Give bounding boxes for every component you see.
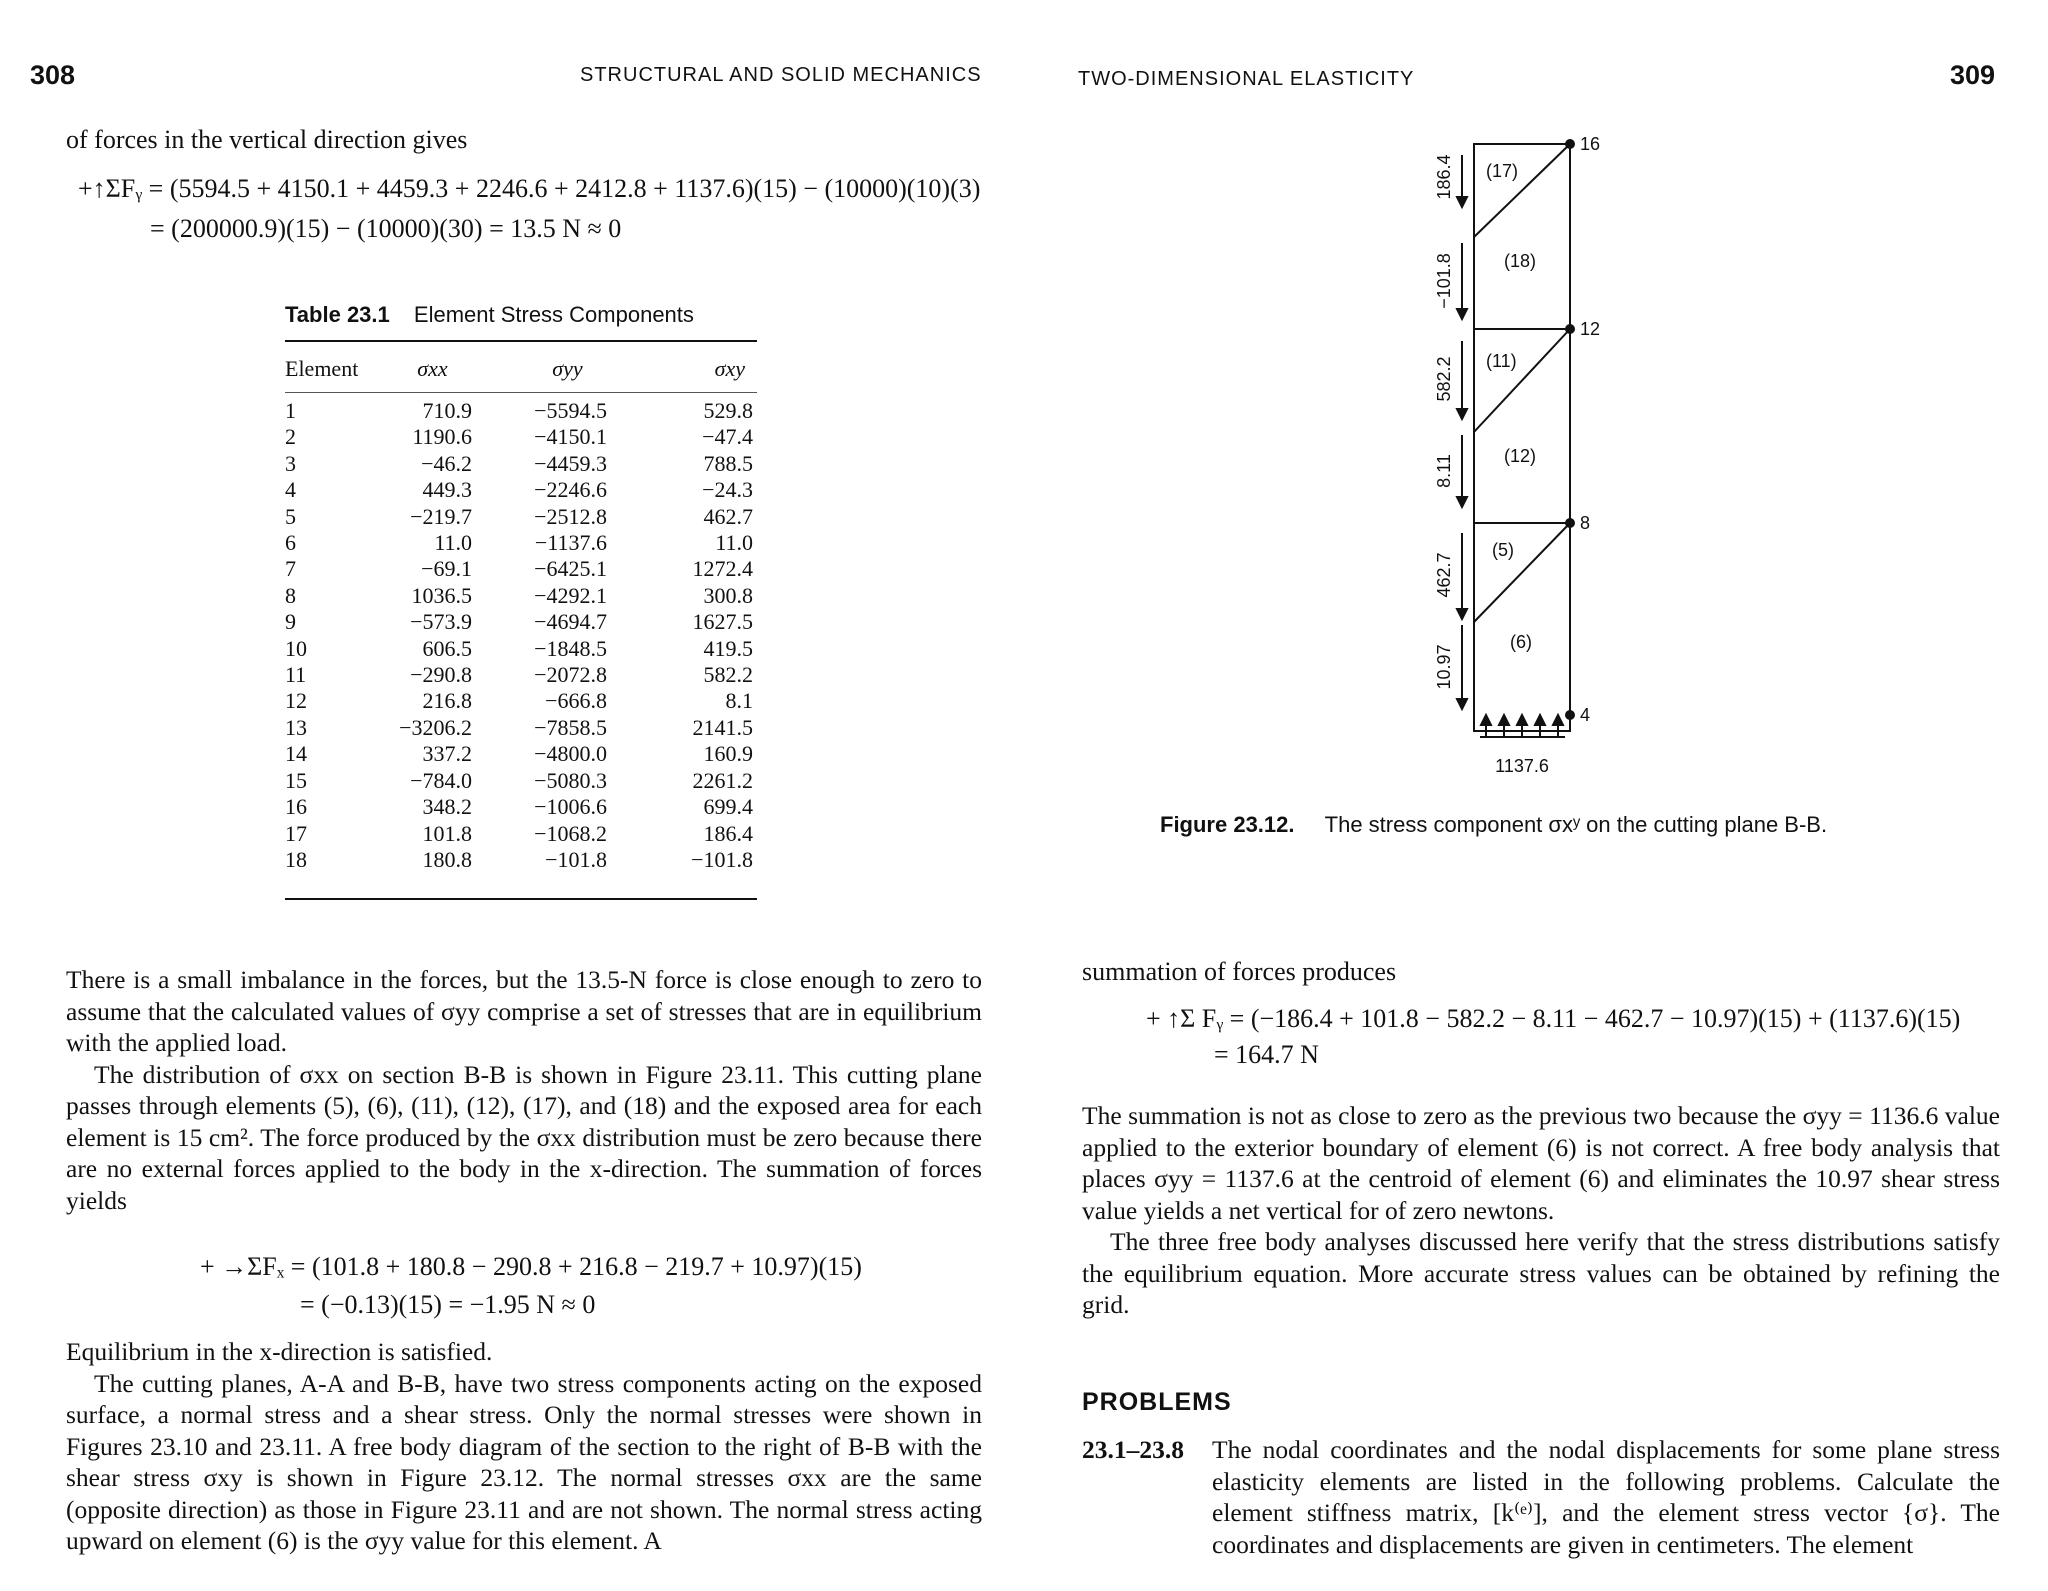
table-row bbox=[285, 821, 757, 847]
cell-sigma-xx: −3206.2 bbox=[399, 714, 472, 740]
bottom-load-value: 1137.6 bbox=[1495, 756, 1549, 776]
shear-arrow-2 bbox=[1457, 309, 1467, 319]
cell-sigma-xx: 11.0 bbox=[434, 530, 472, 556]
cell-sigma-xy: 2261.2 bbox=[692, 767, 753, 793]
cell-sigma-xx: −573.9 bbox=[410, 609, 472, 635]
cell-element: 10 bbox=[285, 635, 307, 661]
cell-sigma-xx: 710.9 bbox=[422, 398, 472, 423]
shear-value-1: 186.4 bbox=[1434, 154, 1454, 200]
table-row bbox=[285, 768, 757, 794]
left-eq-vertical-line2: = (200000.9)(15) − (10000)(30) = 13.5 N ≈ 0 bbox=[150, 214, 622, 243]
cell-element: 4 bbox=[285, 477, 296, 503]
cell-element: 5 bbox=[285, 503, 296, 529]
header-element: Element bbox=[285, 356, 359, 381]
left-page-number: 308 bbox=[30, 60, 76, 90]
table-row bbox=[285, 504, 757, 530]
shear-arrow-3 bbox=[1457, 409, 1467, 419]
shear-arrow-1 bbox=[1457, 197, 1467, 207]
figure-caption-text: The stress component σxʸ on the cutting plane B-B. bbox=[1324, 812, 1828, 837]
cell-element: 8 bbox=[285, 582, 296, 608]
header-sigma-xy: σxy bbox=[714, 355, 745, 381]
shear-value-2: −101.8 bbox=[1434, 253, 1454, 309]
cell-sigma-xx: 348.2 bbox=[422, 794, 472, 820]
shear-value-3: 582.2 bbox=[1434, 356, 1454, 402]
right-para-1: The summation is not as close to zero as the previous two because the σyy = 1136.6 value applied to the exterior boundary of element (6) is not correct. A free body analysis that places σyy = 1137.6 at the centroid of element (6) and eliminates the 10.97 shear stress value yields a net vertical for of zero newtons. bbox=[1082, 1101, 2000, 1225]
element-label-17: (17) bbox=[1486, 161, 1519, 181]
cell-sigma-xy: 2141.5 bbox=[692, 714, 753, 740]
cell-sigma-yy: −101.8 bbox=[545, 846, 607, 872]
header-sigma-xx: σxx bbox=[417, 355, 448, 381]
table-row bbox=[285, 451, 757, 477]
right-eq-vertical-line2: = 164.7 N bbox=[1214, 1040, 1319, 1069]
cell-sigma-yy: −7858.5 bbox=[534, 714, 607, 740]
left-eq-horizontal-line2: = (−0.13)(15) = −1.95 N ≈ 0 bbox=[300, 1290, 596, 1319]
cell-element: 18 bbox=[285, 846, 307, 872]
cell-sigma-yy: −2246.6 bbox=[534, 477, 607, 503]
cell-sigma-xy: 699.4 bbox=[703, 794, 753, 820]
cell-sigma-yy: −666.8 bbox=[545, 688, 607, 714]
diagonal-17-18 bbox=[1474, 144, 1570, 237]
left-eq-horizontal-line1: + →ΣFₓ = (101.8 + 180.8 − 290.8 + 216.8 − 219.7 + 10.97)(15) bbox=[200, 1252, 862, 1281]
cell-sigma-xx: −219.7 bbox=[410, 503, 472, 529]
diagonal-5-6 bbox=[1474, 523, 1570, 622]
cell-sigma-yy: −1848.5 bbox=[534, 635, 607, 661]
table-row bbox=[285, 794, 757, 820]
cell-sigma-xy: 8.1 bbox=[725, 688, 753, 714]
right-body-text bbox=[1082, 1100, 2000, 1321]
cell-sigma-xy: 186.4 bbox=[703, 820, 753, 846]
cell-sigma-xy: 300.8 bbox=[703, 582, 753, 608]
node-label-8: 8 bbox=[1580, 513, 1591, 533]
cell-element: 17 bbox=[285, 820, 307, 846]
cell-sigma-yy: −1068.2 bbox=[534, 820, 607, 846]
node-dot-16 bbox=[1565, 139, 1575, 149]
left-intro-text: of forces in the vertical direction gives bbox=[66, 125, 468, 154]
node-label-16: 16 bbox=[1580, 134, 1601, 154]
bottom-arrow-5 bbox=[1553, 715, 1563, 725]
cell-sigma-yy: −4292.1 bbox=[534, 582, 607, 608]
diagonal-11-12 bbox=[1474, 329, 1570, 432]
table-bottom-rule bbox=[285, 898, 757, 900]
cell-element: 7 bbox=[285, 556, 296, 582]
table-top-rule bbox=[285, 340, 757, 342]
cell-sigma-yy: −4694.7 bbox=[534, 609, 607, 635]
shear-arrow-5 bbox=[1457, 609, 1467, 619]
bottom-arrow-4 bbox=[1535, 715, 1545, 725]
table-row bbox=[285, 583, 757, 609]
table-caption bbox=[285, 302, 694, 328]
element-label-6: (6) bbox=[1510, 632, 1532, 652]
cell-sigma-xx: 1036.5 bbox=[411, 582, 472, 608]
cell-element: 9 bbox=[285, 609, 296, 635]
cell-sigma-yy: −4800.0 bbox=[534, 741, 607, 767]
cell-sigma-yy: −2072.8 bbox=[534, 662, 607, 688]
table-row bbox=[285, 424, 757, 450]
table-row bbox=[285, 662, 757, 688]
shear-arrow-6 bbox=[1457, 699, 1467, 709]
cell-sigma-xx: 1190.6 bbox=[412, 424, 472, 450]
table-header-row bbox=[285, 352, 757, 386]
table-row bbox=[285, 715, 757, 741]
node-dot-12 bbox=[1565, 324, 1575, 334]
table-row bbox=[285, 688, 757, 714]
left-body-text-2 bbox=[66, 1336, 982, 1557]
cell-sigma-xy: 529.8 bbox=[703, 398, 753, 423]
cell-sigma-yy: −4459.3 bbox=[534, 450, 607, 476]
element-label-11: (11) bbox=[1486, 351, 1517, 371]
figure-caption bbox=[1160, 812, 1827, 838]
problem-block bbox=[1082, 1434, 2000, 1560]
element-label-12: (12) bbox=[1504, 446, 1537, 466]
figure-caption-label: Figure 23.12. bbox=[1160, 812, 1295, 837]
cell-sigma-yy: −5594.5 bbox=[534, 398, 607, 423]
shear-value-5: 462.7 bbox=[1434, 552, 1454, 598]
cell-sigma-xx: 449.3 bbox=[422, 477, 472, 503]
right-running-head: TWO-DIMENSIONAL ELASTICITY bbox=[1078, 68, 1415, 90]
cell-sigma-xy: 582.2 bbox=[703, 662, 753, 688]
cell-sigma-xx: −784.0 bbox=[410, 767, 472, 793]
cell-element: 3 bbox=[285, 450, 296, 476]
node-dot-4 bbox=[1565, 710, 1575, 720]
cell-element: 11 bbox=[285, 662, 307, 688]
left-eq-vertical-line1: +↑ΣFᵧ = (5594.5 + 4150.1 + 4459.3 + 2246.6 + 2412.8 + 1137.6)(15) − (10000)(10)(3) bbox=[78, 174, 981, 203]
cell-sigma-xx: −69.1 bbox=[421, 556, 472, 582]
node-label-12: 12 bbox=[1580, 319, 1601, 339]
left-para-1: There is a small imbalance in the forces, but the 13.5-N force is close enough to zero to assume that the calculated values of σyy comprise a set of stresses that are in equilibrium with the applied load. bbox=[66, 965, 982, 1057]
table-row bbox=[285, 741, 757, 767]
cell-sigma-yy: −1137.6 bbox=[534, 530, 607, 556]
cell-sigma-xy: −47.4 bbox=[702, 424, 753, 450]
table-label: Table 23.1 bbox=[285, 302, 390, 327]
bottom-arrow-2 bbox=[1499, 715, 1509, 725]
table-row bbox=[285, 847, 757, 873]
cell-sigma-yy: −4150.1 bbox=[534, 424, 607, 450]
right-eq-vertical-line1: + ↑Σ Fᵧ = (−186.4 + 101.8 − 582.2 − 8.11 − 462.7 − 10.97)(15) + (1137.6)(15) bbox=[1146, 1004, 1961, 1033]
cell-element: 6 bbox=[285, 530, 296, 556]
cell-sigma-xx: 606.5 bbox=[422, 635, 472, 661]
cell-element: 16 bbox=[285, 794, 307, 820]
right-intro-text: summation of forces produces bbox=[1082, 957, 1397, 986]
table-body bbox=[285, 386, 757, 873]
left-body-text-1 bbox=[66, 964, 982, 1216]
shear-value-4: 8.11 bbox=[1434, 454, 1454, 488]
right-para-2: The three free body analyses discussed here verify that the stress distributions satisfy the equilibrium equation. More accurate stress values can be obtained by refining the grid. bbox=[1082, 1227, 2000, 1319]
left-para-3: Equilibrium in the x-direction is satisfied. bbox=[66, 1337, 493, 1366]
problems-heading: PROBLEMS bbox=[1082, 1388, 1232, 1416]
cell-sigma-xy: −24.3 bbox=[702, 477, 753, 503]
cell-sigma-xx: 216.8 bbox=[422, 688, 472, 714]
cell-sigma-yy: −5080.3 bbox=[534, 767, 607, 793]
problem-number: 23.1–23.8 bbox=[1082, 1435, 1184, 1464]
bottom-arrow-3 bbox=[1517, 715, 1527, 725]
cell-sigma-xy: −101.8 bbox=[691, 846, 753, 872]
shear-value-6: 10.97 bbox=[1434, 644, 1454, 690]
cell-sigma-xx: 180.8 bbox=[422, 846, 472, 872]
cell-sigma-xy: 419.5 bbox=[703, 635, 753, 661]
element-label-5: (5) bbox=[1492, 540, 1514, 560]
stress-table bbox=[285, 352, 757, 873]
table-row bbox=[285, 477, 757, 503]
cell-sigma-xx: −290.8 bbox=[410, 662, 472, 688]
cell-sigma-xx: 337.2 bbox=[422, 741, 472, 767]
cell-sigma-xy: 160.9 bbox=[703, 741, 753, 767]
cell-sigma-xy: 1627.5 bbox=[692, 609, 753, 635]
cell-sigma-yy: −6425.1 bbox=[534, 556, 607, 582]
element-label-18: (18) bbox=[1504, 251, 1537, 271]
table-title: Element Stress Components bbox=[413, 302, 694, 327]
cell-sigma-xy: 462.7 bbox=[703, 503, 753, 529]
cell-sigma-yy: −1006.6 bbox=[534, 794, 607, 820]
node-dot-8 bbox=[1565, 518, 1575, 528]
shear-arrow-4 bbox=[1457, 497, 1467, 507]
cell-element: 14 bbox=[285, 741, 307, 767]
header-sigma-yy: σyy bbox=[552, 355, 583, 381]
left-para-4: The cutting planes, A-A and B-B, have two stress components acting on the exposed surface, a normal stress and a shear stress. Only the normal stresses were shown in Figures 23.10 and 23.11. A free body diagram of the section to the right of B-B with the shear stress σxy is shown in Figure 23.12. The normal stresses σxx are the same (opposite direction) as those in Figure 23.11 and are not shown. The normal stress acting upward on element (6) is the σyy value for this element. A bbox=[66, 1368, 982, 1555]
cell-sigma-yy: −2512.8 bbox=[534, 503, 607, 529]
table-header-rule bbox=[285, 392, 757, 393]
node-label-4: 4 bbox=[1580, 705, 1591, 725]
right-page-number: 309 bbox=[1950, 60, 1996, 90]
table-row bbox=[285, 530, 757, 556]
problem-text: The nodal coordinates and the nodal displacements for some plane stress elasticity elements are listed in the following problems. Calculate the element stiffness matrix, [k⁽ᵉ⁾], and the element stress vector {σ}. The coordinates and displacements are given in centimeters. The element bbox=[1212, 1435, 2000, 1559]
cell-sigma-xx: 101.8 bbox=[422, 820, 472, 846]
cell-element: 1 bbox=[285, 398, 296, 423]
cell-sigma-xx: −46.2 bbox=[421, 450, 472, 476]
cell-element: 2 bbox=[285, 424, 296, 450]
cell-element: 13 bbox=[285, 714, 307, 740]
figure-23-12 bbox=[1420, 125, 1660, 785]
table-row bbox=[285, 609, 757, 635]
cell-element: 12 bbox=[285, 688, 307, 714]
table-row bbox=[285, 636, 757, 662]
cell-sigma-xy: 788.5 bbox=[703, 450, 753, 476]
cell-element: 15 bbox=[285, 767, 307, 793]
left-para-2: The distribution of σxx on section B-B is shown in Figure 23.11. This cutting plane passes through elements (5), (6), (11), (12), (17), and (18) and the exposed area for each element is 15 cm². The force produced by the σxx distribution must be zero because there are no external forces applied to the body in the x-direction. The summation of forces yields bbox=[66, 1059, 982, 1215]
bottom-arrow-1 bbox=[1481, 715, 1491, 725]
table-row bbox=[285, 556, 757, 582]
cell-sigma-xy: 11.0 bbox=[715, 530, 753, 556]
left-running-head: STRUCTURAL AND SOLID MECHANICS bbox=[580, 64, 982, 86]
cell-sigma-xy: 1272.4 bbox=[692, 556, 753, 582]
